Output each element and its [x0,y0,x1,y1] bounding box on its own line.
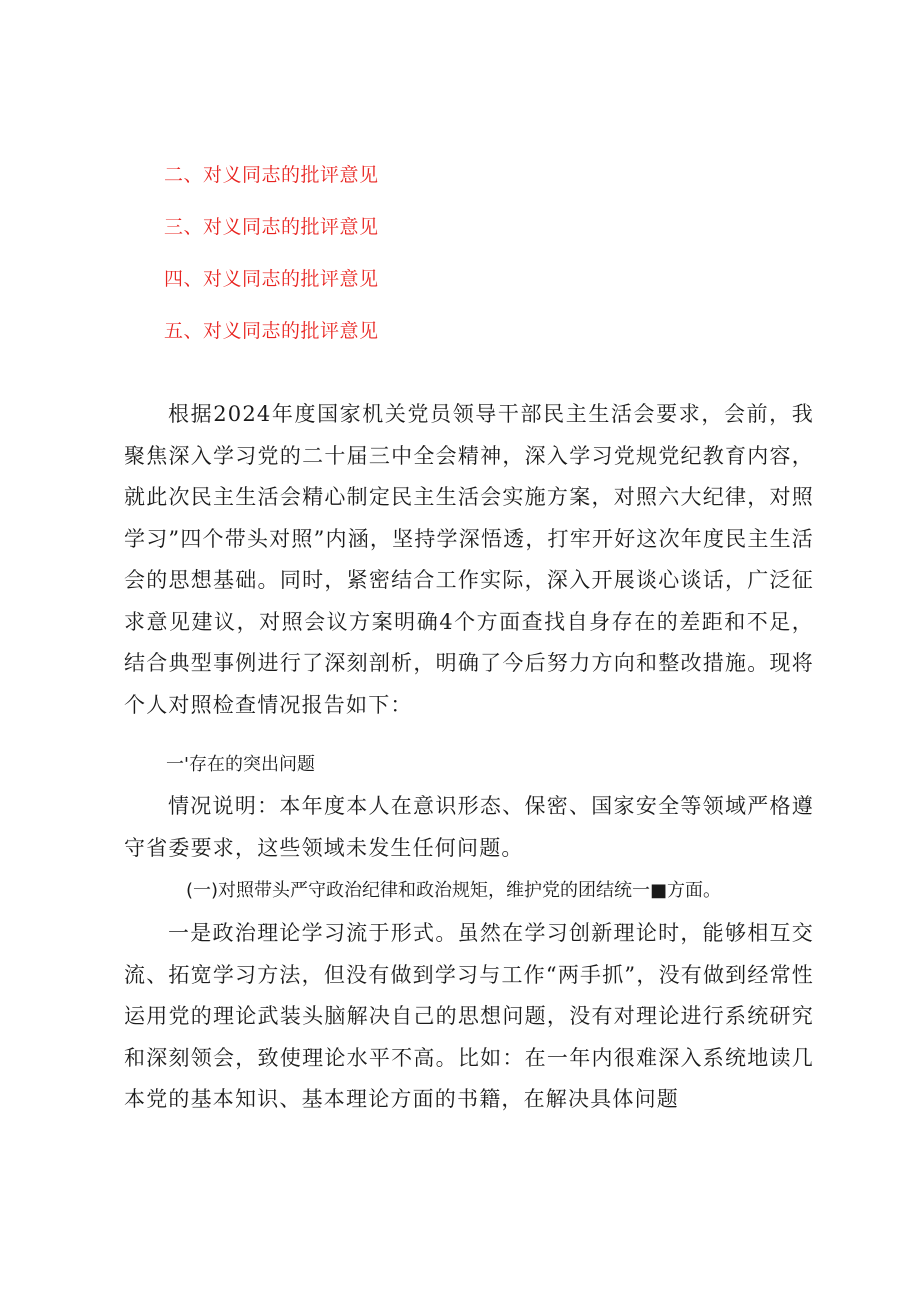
toc-item: 五、对义同志的批评意见 [164,320,379,342]
toc-list [164,160,379,368]
toc-item: 四、对义同志的批评意见 [164,268,379,290]
toc-item: 二、对义同志的批评意见 [164,164,379,186]
section-heading: 一'存在的突出问题 [166,754,315,775]
toc-item: 三、对义同志的批评意见 [164,216,379,238]
situation-paragraph: 情况说明：本年度本人在意识形态、保密、国家安全等领域严格遵守省委要求，这些领域未发生任何问题。 [124,794,814,860]
intro-paragraph: 根据2024年度国家机关党员领导干部民主生活会要求，会前，我聚焦深入学习党的二十届三中全会精神，深入学习党规党纪教育内容，就此次民主生活会精心制定民主生活会实施方案，对照六大纪律，对照学习”四个带头对照”内涵，坚持学深悟透，打牢开好这次年度民主生活会的思想基础。同时，紧密结合工作实际，深入开展谈心谈话，广泛征求意见建议，对照会议方案明确4个方面查找自身存在的差距和不足，结合典型事例进行了深刻剖析，明确了今后努力方向和整改措施。现将个人对照检查情况报告如下： [124,402,814,717]
point-paragraph: 一是政治理论学习流于形式。虽然在学习创新理论时，能够相互交流、拓宽学习方法，但没有做到学习与工作“两手抓”，没有做到经常性运用党的理论武装头脑解决自己的思想问题，没有对理论进行系统研究和深刻领会，致使理论水平不高。比如：在一年内很难深入系统地读几本党的基本知识、基本理论方面的书籍，在解决具体问题 [124,921,814,1111]
subsection-heading: (一)对照带头严守政治纪律和政治规矩，维护党的团结统一■方面。 [186,880,722,901]
